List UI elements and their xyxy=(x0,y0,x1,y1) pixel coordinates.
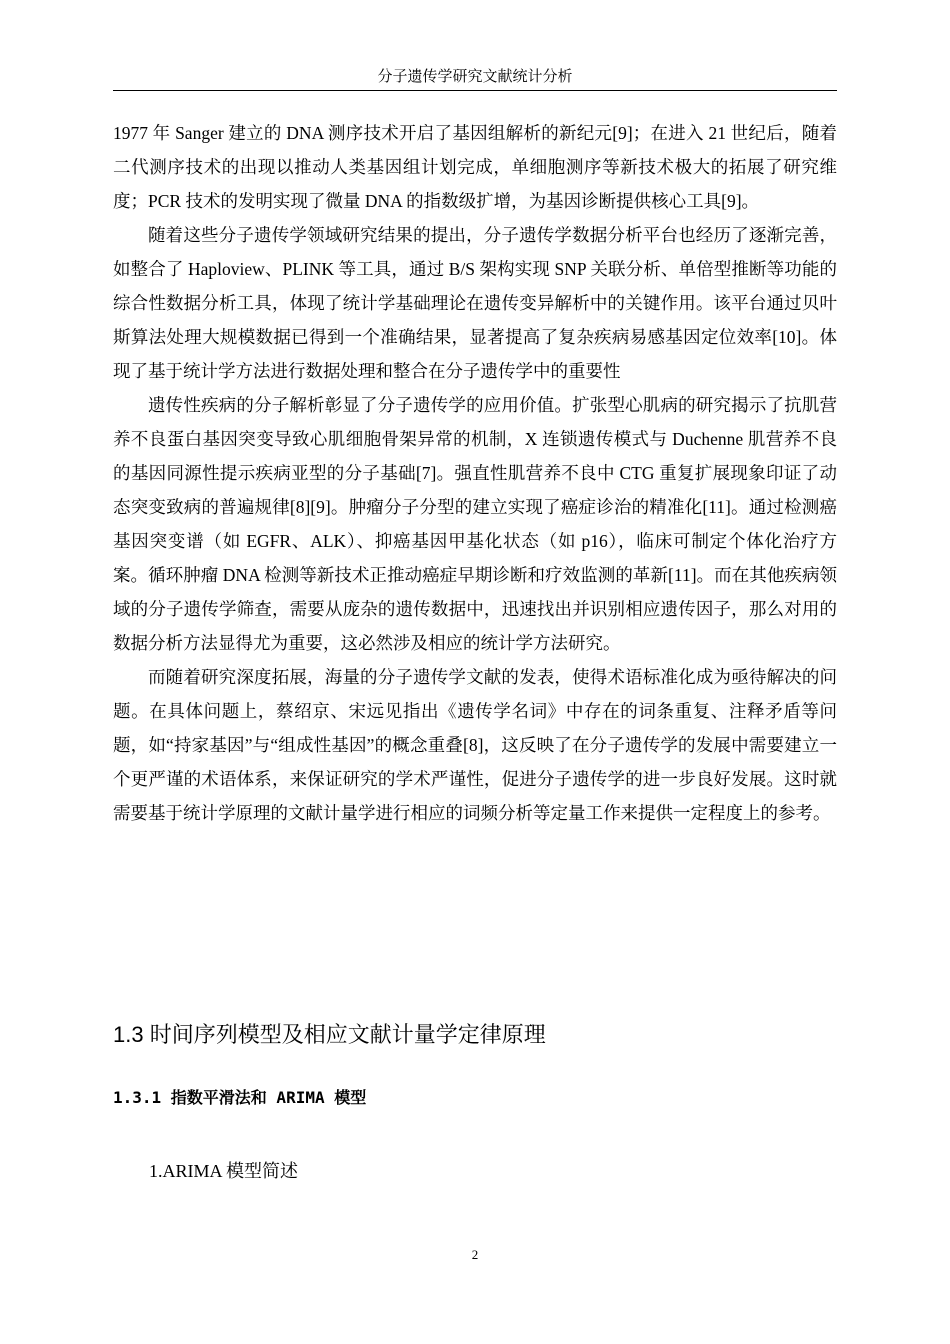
body-text xyxy=(113,116,837,830)
paragraph-3: 遗传性疾病的分子解析彰显了分子遗传学的应用价值。扩张型心肌病的研究揭示了抗肌营养不良蛋白基因突变导致心肌细胞骨架异常的机制，X 连锁遗传模式与 Duchenne 肌营养不良的基因同源性提示疾病亚型的分子基础[7]。强直性肌营养不良中 CTG 重复扩展现象印证了动态突变致病的普遍规律[8][9]。肿瘤分子分型的建立实现了癌症诊治的精准化[11]。通过检测癌基因突变谱（如 EGFR、ALK）、抑癌基因甲基化状态（如 p16），临床可制定个体化治疗方案。循环肿瘤 DNA 检测等新技术正推动癌症早期诊断和疗效监测的革新[11]。而在其他疾病领域的分子遗传学筛查，需要从庞杂的遗传数据中，迅速找出并识别相应遗传因子，那么对用的数据分析方法显得尤为重要，这必然涉及相应的统计学方法研究。 xyxy=(113,395,837,653)
subsubsection-heading: 1.ARIMA 模型简述 xyxy=(149,1161,299,1181)
section-heading: 1.3 时间序列模型及相应文献计量学定律原理 xyxy=(113,1022,546,1047)
running-header: 分子遗传学研究文献统计分析 xyxy=(113,66,837,91)
paragraph-1: 1977 年 Sanger 建立的 DNA 测序技术开启了基因组解析的新纪元[9]；在进入 21 世纪后，随着二代测序技术的出现以推动人类基因组计划完成，单细胞测序等新技术极大的拓展了研究维度；PCR 技术的发明实现了微量 DNA 的指数级扩增，为基因诊断提供核心工具[9]。 xyxy=(113,123,837,211)
paragraph-2: 随着这些分子遗传学领域研究结果的提出，分子遗传学数据分析平台也经历了逐渐完善，如整合了 Haploview、PLINK 等工具，通过 B/S 架构实现 SNP 关联分析、单倍型推断等功能的综合性数据分析工具，体现了统计学基础理论在遗传变异解析中的关键作用。该平台通过贝叶斯算法处理大规模数据已得到一个准确结果，显著提高了复杂疾病易感基因定位效率[10]。体现了基于统计学方法进行数据处理和整合在分子遗传学中的重要性 xyxy=(113,225,837,381)
subsection-heading: 1.3.1 指数平滑法和 ARIMA 模型 xyxy=(113,1088,367,1107)
paragraph-4: 而随着研究深度拓展，海量的分子遗传学文献的发表，使得术语标准化成为亟待解决的问题。在具体问题上，蔡绍京、宋远见指出《遗传学名词》中存在的词条重复、注释矛盾等问题，如“持家基因”与“组成性基因”的概念重叠[8]，这反映了在分子遗传学的发展中需要建立一个更严谨的术语体系，来保证研究的学术严谨性，促进分子遗传学的进一步良好发展。这时就需要基于统计学原理的文献计量学进行相应的词频分析等定量工作来提供一定程度上的参考。 xyxy=(113,667,837,823)
page-number: 2 xyxy=(471,1247,479,1262)
